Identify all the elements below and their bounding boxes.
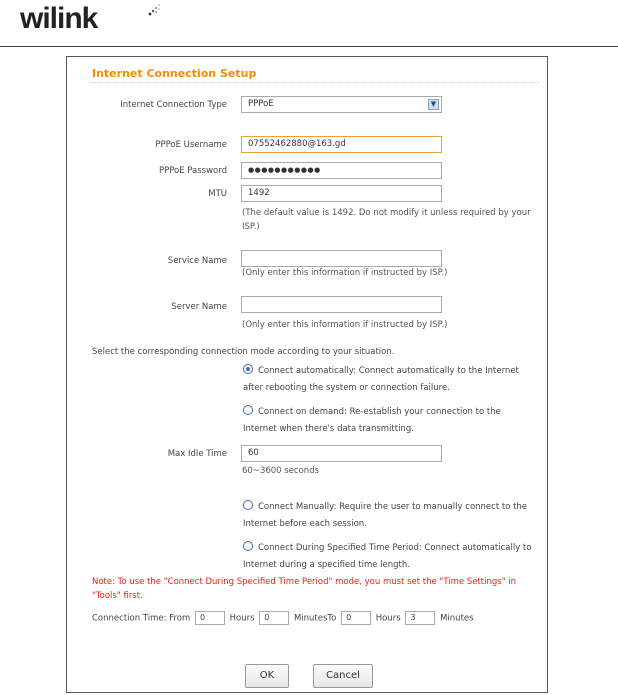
mode-period-option[interactable] bbox=[243, 540, 533, 574]
radio-period[interactable] bbox=[243, 541, 253, 551]
wifi-dots-icon bbox=[148, 2, 162, 16]
mode-manual-option[interactable] bbox=[243, 499, 533, 533]
connection-type-value: PPPoE bbox=[248, 99, 274, 109]
radio-auto[interactable] bbox=[243, 364, 253, 374]
service-name-label: Service Name bbox=[167, 256, 227, 266]
max-idle-hint: 60~3600 seconds bbox=[242, 466, 320, 476]
mtu-label: MTU bbox=[208, 189, 227, 199]
mode-period-text: Connect During Specified Time Period: Connect automatically to Internet during a specified time length. bbox=[243, 543, 532, 570]
connection-type-select[interactable] bbox=[241, 96, 442, 113]
mode-auto-text: Connect automatically: Connect automatically to the Internet after rebooting the system or connection failure. bbox=[243, 366, 519, 393]
mode-intro: Select the corresponding connection mode according to your situation. bbox=[92, 347, 395, 357]
radio-manual[interactable] bbox=[243, 500, 253, 510]
minutes-label: Minutes bbox=[440, 613, 474, 624]
mode-demand-option[interactable] bbox=[243, 404, 533, 438]
server-name-label: Server Name bbox=[171, 302, 227, 312]
cancel-button[interactable]: Cancel bbox=[313, 664, 373, 688]
connection-time-row bbox=[92, 611, 474, 625]
minutes-to-label: MinutesTo bbox=[293, 613, 337, 624]
password-input[interactable]: ●●●●●●●●●●● bbox=[241, 162, 442, 179]
hours-label-2: Hours bbox=[375, 613, 401, 624]
server-name-hint: (Only enter this information if instructed by ISP.) bbox=[242, 320, 448, 330]
password-label: PPPoE Password bbox=[158, 166, 227, 176]
server-name-input[interactable] bbox=[241, 296, 442, 313]
chevron-down-icon[interactable]: ▼ bbox=[428, 99, 439, 110]
header-divider bbox=[0, 46, 618, 47]
brand-logo: wilink bbox=[20, 2, 98, 35]
time-settings-note: Note: To use the "Connect During Specified Time Period" mode, you must set the "Time Settings" in "Tools" first. bbox=[92, 577, 517, 601]
radio-demand[interactable] bbox=[243, 405, 253, 415]
username-input[interactable]: 07552462880@163.gd bbox=[241, 136, 442, 153]
service-name-hint: (Only enter this information if instructed by ISP.) bbox=[242, 268, 448, 278]
from-hours-input[interactable]: 0 bbox=[195, 611, 225, 625]
connection-time-label: Connection Time: From bbox=[92, 613, 191, 624]
username-label: PPPoE Username bbox=[155, 140, 227, 150]
mtu-input[interactable]: 1492 bbox=[241, 185, 442, 202]
to-hours-input[interactable]: 0 bbox=[341, 611, 371, 625]
max-idle-label: Max Idle Time bbox=[167, 449, 227, 459]
mode-manual-text: Connect Manually: Require the user to manually connect to the Internet before each session. bbox=[243, 502, 528, 529]
ok-button[interactable]: OK bbox=[245, 664, 289, 688]
mode-demand-text: Connect on demand: Re-establish your connection to the Internet when there's data transmitting. bbox=[243, 407, 501, 434]
service-name-input[interactable] bbox=[241, 250, 442, 267]
mtu-hint: (The default value is 1492. Do not modify it unless required by your ISP.) bbox=[242, 208, 531, 232]
from-minutes-input[interactable]: 0 bbox=[259, 611, 289, 625]
to-minutes-input[interactable]: 3 bbox=[405, 611, 435, 625]
title-divider bbox=[90, 82, 540, 83]
mode-auto-option[interactable] bbox=[243, 363, 533, 397]
section-title: Internet Connection Setup bbox=[92, 67, 257, 80]
hours-label-1: Hours bbox=[229, 613, 255, 624]
max-idle-input[interactable]: 60 bbox=[241, 445, 442, 462]
connection-type-label: Internet Connection Type bbox=[120, 100, 227, 110]
